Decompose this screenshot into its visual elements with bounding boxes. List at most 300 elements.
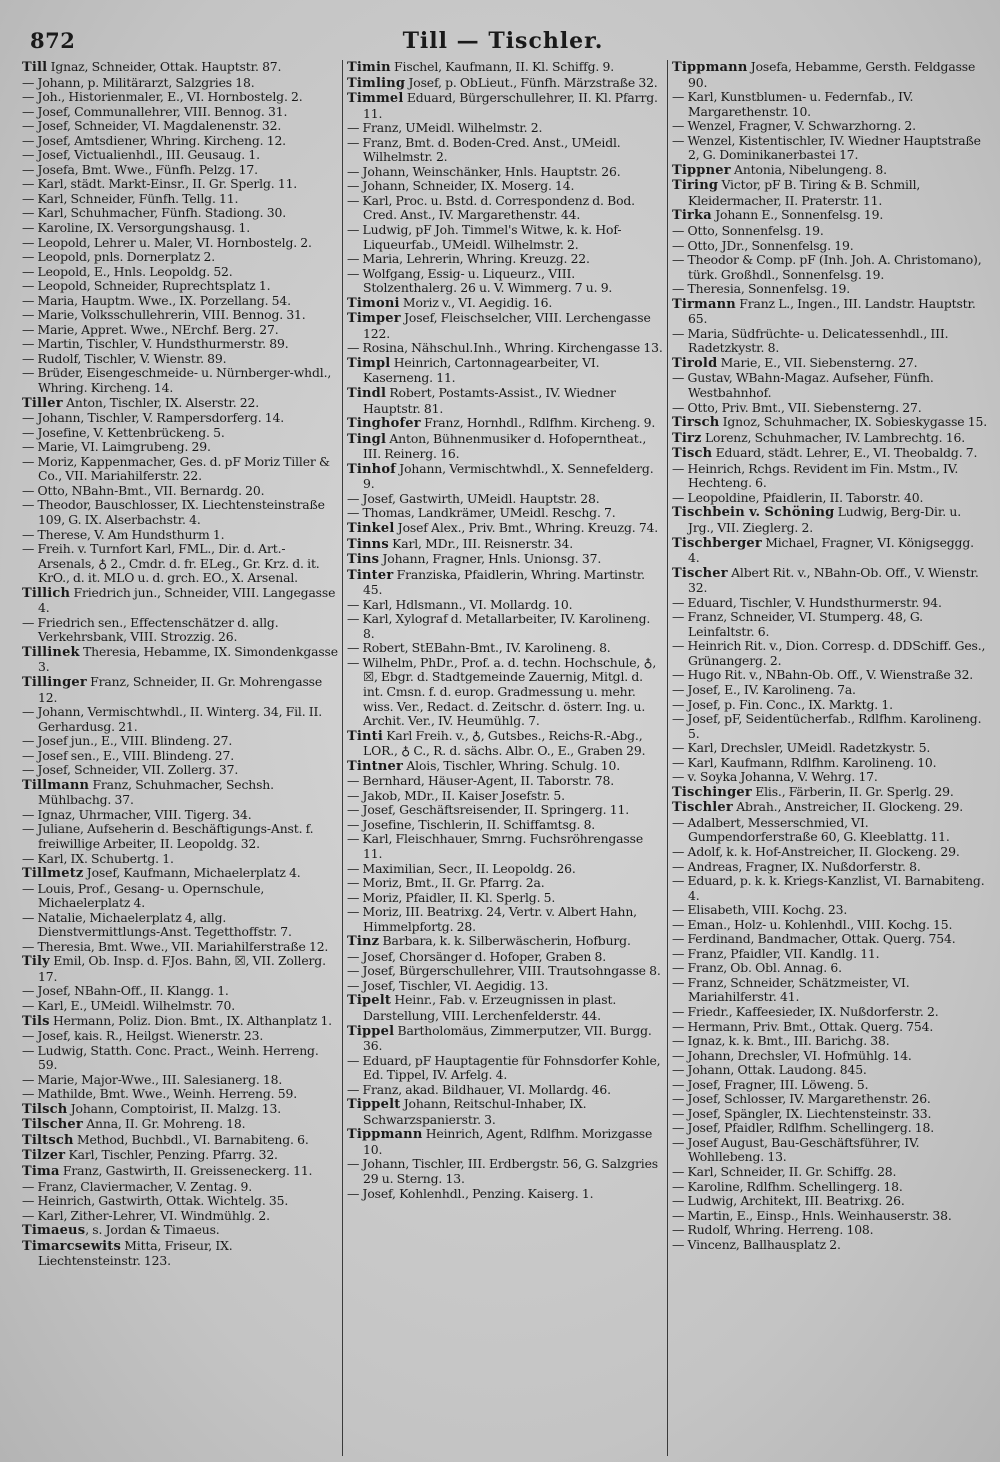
directory-entry [347, 311, 663, 341]
entry-details: — Moriz, Kappenmacher, Ges. d. pF Moriz Tiller & Co., VII. Mariahilferstr. 22. [22, 453, 330, 484]
entry-details: Victor, pF B. Tiring & B. Schmill, Kleidermacher, II. Praterstr. 11. [688, 177, 921, 208]
entry-details: — Josefine, V. Kettenbrückeng. 5. [22, 424, 225, 440]
directory-entry [672, 741, 988, 756]
directory-entry [347, 612, 663, 641]
entry-details: — Johann, Drechsler, VI. Hofmühlg. 14. [672, 1047, 912, 1063]
entry-details: — Marie, VI. Laimgrubeng. 29. [22, 439, 211, 455]
entry-surname: Tischinger [672, 784, 752, 800]
entry-details: Marie, E., VII. Siebensterng. 27. [717, 354, 918, 370]
directory-entry [672, 639, 988, 668]
entry-surname: Tippmann [672, 60, 748, 75]
entry-details: — Josef sen., E., VIII. Blindeng. 27. [22, 747, 235, 763]
directory-entry [22, 1087, 338, 1102]
entry-details: — Karoline, Rdlfhm. Schellingerg. 18. [672, 1178, 903, 1194]
entry-details: — Karl, Schuhmacher, Fünfh. Stadiong. 30. [22, 205, 286, 221]
entry-details: — Josef, E., IV. Karolineng. 7a. [672, 681, 856, 697]
entry-details: — Josef, Schneider, VI. Magdalenenstr. 32. [22, 118, 282, 134]
directory-entry [22, 1102, 338, 1118]
entry-surname: Tinti [347, 728, 384, 744]
entry-details: — Otto, Sonnenfelsg. 19. [672, 223, 824, 239]
directory-entry [347, 934, 663, 950]
directory-entry [22, 366, 338, 395]
entry-details: — Andreas, Fragner, IX. Nußdorferstr. 8. [672, 858, 921, 874]
entry-surname: Tischberger [672, 535, 762, 551]
directory-entry [347, 656, 663, 729]
entry-details: — Franz, UMeidl. Wilhelmstr. 2. [347, 120, 543, 136]
entry-surname: Timper [347, 311, 401, 327]
directory-entry [347, 818, 663, 833]
entry-surname: Tillmetz [22, 866, 84, 882]
directory-entry [347, 223, 663, 252]
entry-surname: Tipelt [347, 993, 392, 1009]
directory-entry [22, 999, 338, 1014]
entry-details: Alois, Tischler, Whring. Schulg. 10. [403, 757, 620, 773]
entry-surname: Timmel [347, 91, 404, 107]
entry-surname: Tirka [672, 208, 712, 224]
entry-details: Josef, p. ObLieut., Fünfh. Märzstraße 32. [405, 74, 658, 90]
directory-entry [672, 60, 988, 90]
entry-details: — Thomas, Landkrämer, UMeidl. Reschg. 7. [347, 505, 616, 521]
entry-surname: Tischbein v. Schöning [672, 505, 835, 521]
directory-entry [347, 1024, 663, 1054]
entry-surname: Tirz [672, 430, 702, 446]
entry-details: — Karl, Proc. u. Bstd. d. Correspondenz d. Bod. Cred. Anst., IV. Margarethenstr. 44. [347, 192, 635, 223]
directory-entry [672, 756, 988, 771]
entry-details: Elis., Färberin, II. Gr. Sperlg. 29. [751, 783, 954, 799]
directory-entry [347, 432, 663, 462]
directory-entry [347, 296, 663, 312]
entry-details: Ludwig, Berg-Dir. u. Jrg., VII. Zieglerg. 2. [688, 504, 961, 535]
directory-entry [347, 194, 663, 223]
directory-entry [22, 528, 338, 543]
directory-entry [22, 822, 338, 851]
directory-entry [347, 803, 663, 818]
entry-details: Michael, Fragner, VI. Königseggg. 4. [688, 534, 974, 566]
directory-entry [672, 462, 988, 491]
entry-surname: Tiller [22, 395, 63, 411]
entry-surname: Timpl [347, 355, 391, 371]
entry-details: — Ludwig, Statth. Conc. Pract., Weinh. Herreng. 59. [22, 1042, 319, 1073]
directory-entry [22, 954, 338, 984]
entry-details: — Therese, V. Am Hundsthurm 1. [22, 526, 225, 542]
directory-entry [672, 683, 988, 698]
directory-entry [22, 221, 338, 236]
entry-details: — Josef, Tischler, VI. Aegidig. 13. [347, 977, 549, 993]
directory-entry [347, 136, 663, 165]
directory-entry [672, 874, 988, 903]
entry-details: — Theodor, Bauschlosser, IX. Liechtensteinstraße 109, G. IX. Alserbachstr. 4. [22, 497, 325, 527]
directory-entry [22, 163, 338, 178]
page-header [18, 26, 988, 60]
entry-details: — Louis, Prof., Gesang- u. Opernschule, Michaelerplatz 4. [22, 880, 265, 911]
directory-entry [22, 396, 338, 412]
entry-surname: Tippel [347, 1023, 395, 1039]
entry-details: Josefa, Hebamme, Gersth. Feldgasse 90. [688, 60, 976, 90]
entry-details: — Wolfgang, Essig- u. Liqueurz., VIII. Stolzenthalerg. 26 u. V. Wimmerg. 7 u. 9. [347, 265, 613, 296]
directory-entry [22, 1223, 338, 1239]
entry-details: — Ludwig, pF Joh. Timmel's Witwe, k. k. Hof-Liqueurfab., UMeidl. Wilhelmstr. 2. [347, 222, 622, 252]
directory-entry [22, 1164, 338, 1180]
directory-entry [22, 1044, 338, 1073]
directory-entry [347, 905, 663, 934]
directory-entry [22, 1029, 338, 1044]
directory-entry [347, 356, 663, 386]
entry-surname: Tillinek [22, 644, 80, 660]
directory-entry [22, 763, 338, 778]
entry-details: — Josef, Pfaidler, Rdlfhm. Schellingerg. 18. [672, 1120, 935, 1136]
entry-surname: Tillinger [22, 674, 87, 690]
directory-entry [22, 675, 338, 705]
entry-surname: Tippner [672, 162, 731, 178]
entry-surname: Tindl [347, 386, 387, 402]
directory-entry [672, 976, 988, 1005]
directory-entry [22, 586, 338, 616]
entry-details: — Eduard, Tischler, V. Hundsthurmerstr. 94. [672, 594, 942, 610]
directory-entry [347, 774, 663, 789]
entry-details: — Josef, pF, Seidentücherfab., Rdlfhm. Karolineng. 5. [672, 711, 982, 741]
entry-details: — Adolf, k. k. Hof-Anstreicher, II. Glockeng. 29. [672, 843, 960, 859]
entry-details: Josef, Kaufmann, Michaelerplatz 4. [83, 865, 301, 881]
entry-details: — Karl, Kunstblumen- u. Federnfab., IV. Margarethenstr. 10. [672, 89, 914, 119]
directory-entry [347, 1097, 663, 1127]
directory-entry [22, 984, 338, 999]
entry-details: Josef Alex., Priv. Bmt., Whring. Kreuzg. 74. [394, 519, 659, 535]
entry-details: — Heinrich, Gastwirth, Ottak. Wichtelg. 35. [22, 1193, 289, 1209]
entry-details: — Otto, JDr., Sonnenfelsg. 19. [672, 237, 854, 253]
directory-entry [672, 208, 988, 224]
directory-entry [22, 148, 338, 163]
directory-entry [22, 411, 338, 426]
entry-details: Antonia, Nibelungeng. 8. [730, 161, 887, 177]
entry-details: — Adalbert, Messerschmied, VI. Gumpendorferstraße 60, G. Kleeblattg. 11. [672, 814, 950, 845]
directory-entry [22, 134, 338, 149]
entry-details: — Mathilde, Bmt. Wwe., Weinh. Herreng. 59. [22, 1086, 298, 1102]
entry-details: — Ludwig, Architekt, III. Beatrixg. 26. [672, 1193, 905, 1209]
directory-entry [347, 950, 663, 965]
directory-entry [347, 641, 663, 656]
entry-details: — Jakob, MDr., II. Kaiser Josefstr. 5. [347, 787, 565, 803]
directory-entry [22, 1014, 338, 1030]
directory-entry [347, 267, 663, 296]
directory-entry [672, 327, 988, 356]
directory-entry [22, 236, 338, 251]
entry-details: — Juliane, Aufseherin d. Beschäftigungs-Anst. f. freiwillige Arbeiter, II. Leopoldg. 32. [22, 821, 314, 851]
entry-details: — Martin, E., Einsp., Hnls. Weinhauserstr. 38. [672, 1207, 952, 1223]
directory-entry [672, 845, 988, 860]
entry-details: — Josefine, Tischlerin, II. Schiffamtsg. 8. [347, 816, 596, 832]
entry-details: — Karl, Xylograf d. Metallarbeiter, IV. Karolineng. 8. [347, 611, 651, 641]
entry-surname: Tillmann [22, 777, 90, 793]
directory-entry [672, 947, 988, 962]
directory-entry [672, 610, 988, 639]
entry-details: , s. Jordan & Timaeus. [85, 1222, 220, 1238]
entry-details: — Josef, Geschäftsreisender, II. Springerg. 11. [347, 802, 629, 818]
directory-entry [22, 866, 338, 882]
directory-entry [672, 446, 988, 462]
entry-surname: Tirold [672, 355, 718, 371]
entry-details: Anna, II. Gr. Mohreng. 18. [82, 1116, 246, 1132]
directory-entry [22, 749, 338, 764]
directory-entry [672, 90, 988, 119]
directory-entry [672, 163, 988, 179]
entry-surname: Timoni [347, 295, 400, 311]
directory-entry [672, 1107, 988, 1122]
directory-entry [22, 177, 338, 192]
directory-entry [672, 770, 988, 785]
directory-entry [672, 1121, 988, 1136]
entry-details: — Josef, Amtsdiener, Whring. Kircheng. 12. [22, 132, 286, 148]
directory-entry [22, 778, 338, 808]
directory-entry [672, 1136, 988, 1165]
directory-entry [22, 852, 338, 867]
directory-entry [347, 492, 663, 507]
entry-surname: Tiring [672, 178, 719, 194]
directory-entry [22, 352, 338, 367]
directory-entry [22, 294, 338, 309]
entry-details: Mitta, Friseur, IX. Liechtensteinstr. 123. [38, 1237, 233, 1269]
entry-details: — Rudolf, Tischler, V. Wienstr. 89. [22, 350, 227, 366]
entry-surname: Tischler [672, 800, 733, 816]
entry-surname: Tischer [672, 565, 728, 581]
entry-details: — Natalie, Michaelerplatz 4, allg. Dienstvermittlungs-Anst. Tegetthoffstr. 7. [22, 909, 292, 940]
entry-details: — Leopold, Schneider, Ruprechtsplatz 1. [22, 278, 271, 294]
entry-details: Eduard, städt. Lehrer, E., VI. Theobaldg. 7. [712, 445, 978, 461]
entry-details: — Leopoldine, Pfaidlerin, II. Taborstr. 40. [672, 489, 924, 505]
entry-surname: Tily [22, 954, 50, 970]
entry-details: — Josef August, Bau-Geschäftsführer, IV. Wohllebeng. 13. [672, 1134, 920, 1165]
entry-details: Theresia, Hebamme, IX. Simondenkgasse 3. [38, 643, 338, 675]
entry-surname: Timling [347, 75, 406, 91]
directory-entry [347, 759, 663, 775]
directory-entry [22, 1148, 338, 1164]
directory-entry [347, 789, 663, 804]
entry-details: — Theodor & Comp. pF (Inh. Joh. A. Christomano), türk. Großhdl., Sonnenfelsg. 19. [672, 252, 982, 282]
entry-details: — Franz, Claviermacher, V. Zentag. 9. [22, 1178, 253, 1194]
entry-details: — Eman., Holz- u. Kohlenhdl., VIII. Kochg. 15. [672, 916, 953, 932]
directory-entry [22, 192, 338, 207]
entry-details: — Josef, p. Fin. Conc., IX. Marktg. 1. [672, 696, 893, 712]
entry-details: — Marie, Major-Wwe., III. Salesianerg. 18. [22, 1071, 283, 1087]
entry-details: — Heinrich, Rchgs. Revident im Fin. Mstm., IV. Hechteng. 6. [672, 460, 959, 491]
directory-entry [347, 462, 663, 492]
entry-details: — Wenzel, Fragner, V. Schwarzhorng. 2. [672, 118, 916, 134]
entry-details: Franz, Schuhmacher, Sechsh. Mühlbachg. 37. [38, 776, 274, 808]
entry-details: — Johann, Ottak. Laudong. 845. [672, 1062, 867, 1078]
entry-details: — Josef, Bürgerschullehrer, VIII. Trautsohngasse 8. [347, 963, 661, 979]
entry-details: Barbara, k. k. Silberwäscherin, Hofburg. [379, 933, 631, 949]
directory-entry [22, 734, 338, 749]
entry-details: — Josef, Chorsänger d. Hofoper, Graben 8. [347, 948, 607, 964]
entry-details: Robert, Postamts-Assist., IV. Wiedner Hauptstr. 81. [363, 385, 616, 416]
directory-entry [672, 668, 988, 683]
running-head: Till — Tischler. [402, 28, 604, 54]
directory-entry [22, 645, 338, 675]
directory-entry [22, 616, 338, 645]
entry-surname: Tinns [347, 536, 389, 552]
entry-details: Heinrich, Agent, Rdlfhm. Morizgasse 10. [363, 1126, 653, 1157]
directory-entry [672, 536, 988, 566]
entry-details: Heinrich, Cartonnagearbeiter, VI. Kaserneng. 11. [363, 354, 600, 386]
entry-surname: Tirsch [672, 415, 720, 431]
directory-entry [347, 179, 663, 194]
directory-entry [672, 1092, 988, 1107]
entry-details: — Johann, Tischler, III. Erdbergstr. 56, G. Salzgries 29 u. Sterng. 13. [347, 1156, 658, 1187]
entry-details: — Eduard, pF Hauptagentie für Fohnsdorfer Kohle, Ed. Tippel, IV. Arfelg. 4. [347, 1052, 661, 1083]
entry-details: — Josef, Kohlenhdl., Penzing. Kaiserg. 1. [347, 1185, 594, 1201]
entry-surname: Tintner [347, 758, 404, 774]
entry-surname: Tinghofer [347, 416, 421, 432]
directory-entry [22, 323, 338, 338]
directory-entry [22, 1117, 338, 1133]
directory-entry [347, 416, 663, 432]
entry-details: — Wenzel, Kistentischler, IV. Wiedner Hauptstraße 2, G. Dominikanerbastei 17. [672, 132, 981, 163]
entry-details: — Leopold, E., Hnls. Leopoldg. 52. [22, 263, 233, 279]
directory-entry [672, 1209, 988, 1224]
directory-entry [22, 1133, 338, 1149]
entry-columns [22, 60, 992, 1456]
entry-details: Emil, Ob. Insp. d. FJos. Bahn, ☒, VII. Zollerg. 17. [38, 953, 326, 984]
entry-details: Bartholomäus, Zimmerputzer, VII. Burgg. 36. [363, 1022, 652, 1054]
directory-entry [672, 371, 988, 400]
directory-entry [672, 1020, 988, 1035]
entry-details: — Johann, Schneider, IX. Moserg. 14. [347, 178, 575, 194]
entry-details: Anton, Tischler, IX. Alserstr. 22. [62, 394, 260, 410]
entry-details: — Leopold, pnls. Dornerplatz 2. [22, 249, 216, 265]
directory-entry [22, 250, 338, 265]
entry-surname: Tinz [347, 934, 380, 950]
entry-details: — Joh., Historienmaler, E., VI. Hornbostelg. 2. [22, 89, 303, 105]
directory-entry [22, 911, 338, 940]
directory-entry [347, 252, 663, 267]
entry-surname: Tiltsch [22, 1132, 74, 1148]
entry-surname: Tingl [347, 431, 387, 447]
entry-details: — Hugo Rit. v., NBahn-Ob. Off., V. Wienstraße 32. [672, 667, 974, 683]
directory-entry [672, 178, 988, 208]
directory-entry [672, 224, 988, 239]
entry-details: Friedrich jun., Schneider, VIII. Langegasse 4. [38, 584, 336, 616]
directory-entry [672, 860, 988, 875]
entry-details: — Josefa, Bmt. Wwe., Fünfh. Pelzg. 17. [22, 161, 258, 177]
entry-surname: Tilscher [22, 1117, 83, 1133]
page-number: 872 [30, 28, 76, 53]
directory-entry [22, 105, 338, 120]
directory-entry [22, 308, 338, 323]
directory-entry [347, 76, 663, 92]
entry-details: Johann E., Sonnenfelsg. 19. [711, 207, 884, 223]
directory-entry [22, 808, 338, 823]
entry-details: — Hermann, Priv. Bmt., Ottak. Querg. 754. [672, 1018, 934, 1034]
entry-details: Johann, Fragner, Hnls. Unionsg. 37. [379, 551, 602, 567]
column-2 [342, 60, 667, 1456]
directory-entry [347, 165, 663, 180]
directory-entry [672, 491, 988, 506]
entry-surname: Tillich [22, 585, 71, 601]
directory-entry [672, 932, 988, 947]
entry-details: — Rosina, Nähschul.Inh., Whring. Kirchengasse 13. [347, 340, 663, 356]
entry-details: — Johann, Tischler, V. Rampersdorferg. 14. [22, 410, 285, 426]
directory-entry [22, 705, 338, 734]
entry-details: — Josef, Gastwirth, UMeidl. Hauptstr. 28. [347, 490, 600, 506]
directory-entry [347, 1127, 663, 1157]
column-3 [667, 60, 992, 1456]
entry-details: — Johann, Weinschänker, Hnls. Hauptstr. 26. [347, 163, 621, 179]
directory-entry [347, 537, 663, 553]
entry-details: Franziska, Pfaidlerin, Whring. Martinstr. 45. [363, 566, 645, 598]
entry-details: — Moriz, III. Beatrixg. 24, Vertr. v. Albert Hahn, Himmelpfortg. 28. [347, 904, 637, 934]
directory-entry [22, 1180, 338, 1195]
directory-entry [672, 903, 988, 918]
directory-entry [22, 498, 338, 527]
entry-surname: Tippmann [347, 1127, 423, 1143]
directory-entry [347, 993, 663, 1023]
entry-details: — Josef, kais. R., Heilgst. Wienerstr. 23. [22, 1028, 264, 1044]
entry-details: — Karl, Hdlsmann., VI. Mollardg. 10. [347, 596, 573, 612]
directory-entry [672, 134, 988, 163]
entry-details: — Leopold, Lehrer u. Maler, VI. Hornbostelg. 2. [22, 234, 312, 250]
directory-entry [347, 121, 663, 136]
directory-entry [347, 1157, 663, 1186]
entry-details: Karl, MDr., III. Reisnerstr. 34. [388, 535, 573, 551]
directory-entry [347, 521, 663, 537]
directory-entry [672, 356, 988, 372]
directory-entry [347, 964, 663, 979]
directory-entry [672, 282, 988, 297]
entry-surname: Tippelt [347, 1097, 401, 1113]
entry-details: Lorenz, Schuhmacher, IV. Lambrechtg. 16. [701, 429, 965, 445]
entry-details: — Karl, städt. Markt-Einsr., II. Gr. Sperlg. 11. [22, 176, 298, 192]
directory-entry [22, 265, 338, 280]
directory-entry [22, 484, 338, 499]
directory-entry [672, 253, 988, 282]
directory-entry [22, 60, 338, 76]
directory-entry [22, 455, 338, 484]
entry-details: — Franz, Bmt. d. Boden-Cred. Anst., UMeidl. Wilhelmstr. 2. [347, 134, 621, 165]
directory-entry [672, 961, 988, 976]
entry-details: — Ignaz, Uhrmacher, VIII. Tigerg. 34. [22, 806, 252, 822]
directory-entry [672, 1005, 988, 1020]
entry-surname: Tilsch [22, 1101, 68, 1117]
directory-entry [672, 1180, 988, 1195]
entry-details: — Karl, Zither-Lehrer, VI. Windmühlg. 2. [22, 1207, 270, 1223]
entry-surname: Tima [22, 1164, 60, 1180]
entry-details: — Wilhelm, PhDr., Prof. a. d. techn. Hochschule, ♁, ☒, Ebgr. d. Stadtgemeinde Zauernig, Mitgl. d. int. Cmsn. f. d. europ. Gradmessung u. mehr. wiss. Ver., Redact. d. Zeitschr. d. österr. Ing. u. Archit. Ver., IV. Heumühlg. 7. [347, 654, 657, 729]
entry-details: — Josef, Schneider, VII. Zollerg. 37. [22, 762, 239, 778]
entry-details: — Theresia, Sonnenfelsg. 19. [672, 281, 851, 297]
directory-entry [672, 1194, 988, 1209]
entry-details: — Moriz, Bmt., II. Gr. Pfarrg. 2a. [347, 875, 545, 891]
entry-details: — Friedrich sen., Effectenschätzer d. allg. Verkehrsbank, VIII. Strozzig. 26. [22, 614, 279, 645]
directory-entry [672, 918, 988, 933]
directory-entry [22, 119, 338, 134]
entry-details: — Josef jun., E., VIII. Blindeng. 27. [22, 733, 233, 749]
entry-details: — Franz, Pfaidler, VII. Kandlg. 11. [672, 945, 880, 961]
directory-entry [672, 1034, 988, 1049]
column-1 [22, 60, 342, 1456]
directory-entry [347, 60, 663, 76]
entry-details: — Elisabeth, VIII. Kochg. 23. [672, 902, 848, 918]
entry-details: — v. Soyka Johanna, V. Wehrg. 17. [672, 769, 878, 785]
entry-details: — Karl, E., UMeidl. Wilhelmstr. 70. [22, 998, 235, 1013]
entry-details: Hermann, Poliz. Dion. Bmt., IX. Althanplatz 1. [49, 1012, 332, 1028]
entry-surname: Till [22, 60, 48, 75]
entry-details: Josef, Fleischselcher, VIII. Lerchengasse 122. [363, 310, 651, 341]
directory-entry [672, 1238, 988, 1253]
entry-details: Abrah., Anstreicher, II. Glockeng. 29. [732, 799, 963, 815]
entry-details: — Vincenz, Ballhausplatz 2. [672, 1236, 841, 1252]
entry-details: Method, Buchbdl., VI. Barnabiteng. 6. [73, 1131, 309, 1147]
entry-details: — Karl, Drechsler, UMeidl. Radetzkystr. 5. [672, 740, 931, 756]
entry-surname: Tils [22, 1013, 50, 1029]
